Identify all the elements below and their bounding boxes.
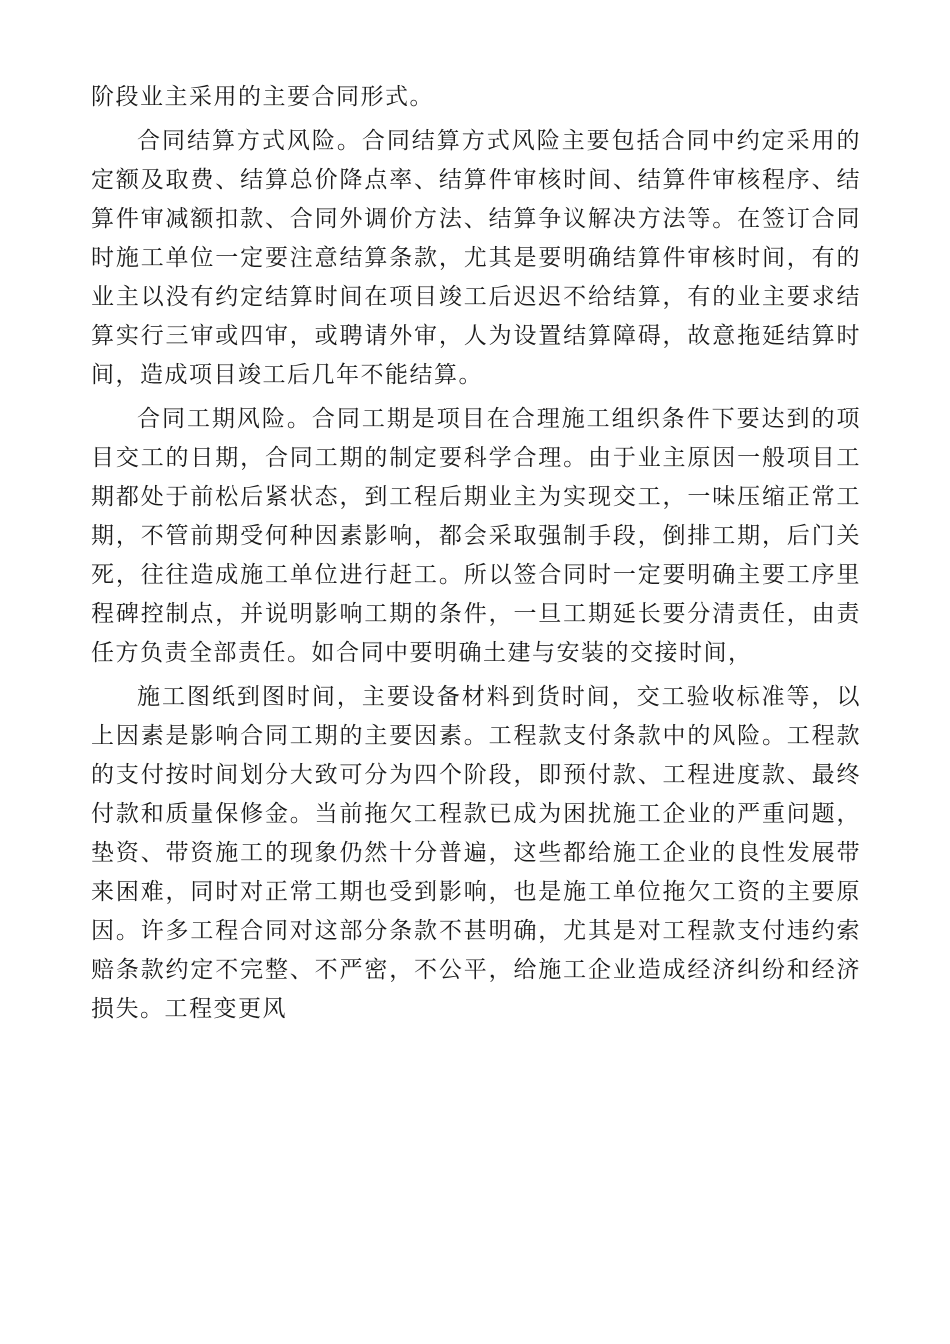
document-body [91, 78, 861, 1029]
paragraph-schedule-risk: 合同工期风险。合同工期是项目在合理施工组织条件下要达到的项目交工的日期，合同工期的制定要科学合理。由于业主原因一般项目工期都处于前松后紧状态，到工程后期业主为实现交工，一味压缩正常工期，不管前期受何种因素影响，都会采取强制手段，倒排工期，后门关死，往往造成施工单位进行赶工。所以签合同时一定要明确主要工序里程碑控制点，并说明影响工期的条件，一旦工期延长要分清责任，由责任方负责全部责任。如合同中要明确土建与安装的交接时间， [91, 406, 861, 666]
paragraph-payment-risk: 施工图纸到图时间，主要设备材料到货时间，交工验收标准等，以上因素是影响合同工期的主要因素。工程款支付条款中的风险。工程款的支付按时间划分大致可分为四个阶段，即预付款、工程进度款、最终付款和质量保修金。当前拖欠工程款已成为困扰施工企业的严重问题，垫资、带资施工的现象仍然十分普遍，这些都给施工企业的良性发展带来困难，同时对正常工期也受到影响，也是施工单位拖欠工资的主要原因。许多工程合同对这部分条款不甚明确，尤其是对工程款支付违约索赔条款约定不完整、不严密，不公平，给施工企业造成经济纠纷和经济损失。工程变更风 [91, 684, 861, 1022]
paragraph-settlement-risk: 合同结算方式风险。合同结算方式风险主要包括合同中约定采用的定额及取费、结算总价降点率、结算件审核时间、结算件审核程序、结算件审减额扣款、合同外调价方法、结算争议解决方法等。在签订合同时施工单位一定要注意结算条款，尤其是要明确结算件审核时间，有的业主以没有约定结算时间在项目竣工后迟迟不给结算，有的业主要求结算实行三审或四审，或聘请外审，人为设置结算障碍，故意拖延结算时间，造成项目竣工后几年不能结算。 [91, 128, 861, 388]
paragraph-continuation: 阶段业主采用的主要合同形式。 [91, 84, 434, 110]
